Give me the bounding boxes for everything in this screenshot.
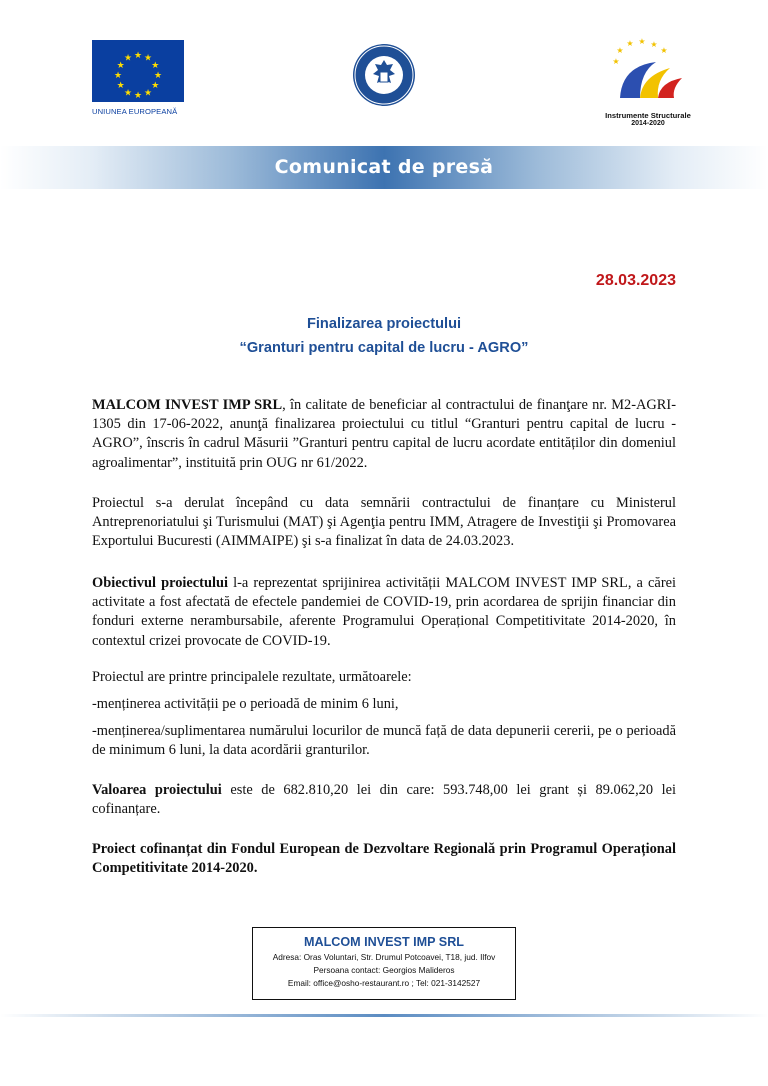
- beneficiary-name: MALCOM INVEST IMP SRL: [92, 397, 283, 413]
- project-value-text: este de 682.810,20 lei din care: 593.748,00 lei grant și 89.062,20 lei cofinanțare.: [92, 782, 676, 818]
- project-value-label: Valoarea proiectului: [92, 782, 222, 798]
- result-item-2: -menținerea/suplimentarea numărului locurilor de muncă față de data depunerii cererii, pe o perioadă de minimum 6 luni, la data acordării granturilor.: [92, 723, 676, 759]
- press-release-date: 28.03.2023: [595, 272, 676, 289]
- svg-text:★: ★: [612, 57, 620, 66]
- svg-text:★: ★: [616, 46, 624, 55]
- svg-text:★: ★: [638, 37, 646, 46]
- paragraph-objective: [92, 574, 676, 651]
- objective-label: Obiectivul proiectului: [92, 575, 228, 591]
- svg-text:★: ★: [116, 81, 125, 91]
- svg-text:★: ★: [113, 71, 123, 81]
- instrumente-structurale-logo: [600, 36, 696, 127]
- paragraph-results-intro: Proiectul are printre principalele rezultate, următoarele:: [92, 669, 412, 685]
- document-title-line-1: Finalizarea proiectului: [306, 316, 462, 332]
- svg-text:★: ★: [151, 81, 160, 91]
- svg-text:★: ★: [650, 40, 658, 49]
- svg-text:★: ★: [143, 53, 153, 64]
- eu-flag-icon: [92, 40, 184, 102]
- result-item-1: -menținerea activității pe o perioadă de minim 6 luni,: [92, 696, 399, 712]
- contact-email-phone: Email: office@osho-restaurant.ro ; Tel: 021-3142527: [287, 978, 481, 988]
- svg-text:★: ★: [133, 51, 143, 61]
- svg-text:★: ★: [133, 91, 143, 101]
- svg-text:★: ★: [151, 61, 160, 71]
- contact-address: Adresa: Oras Voluntari, Str. Drumul Potcoavei, T18, jud. Ilfov: [272, 952, 496, 962]
- contact-box: [252, 927, 516, 1000]
- svg-text:★: ★: [116, 61, 125, 71]
- paragraph-implementation: Proiectul s-a derulat începând cu data semnării contractului de finanțare cu Ministerul Antreprenoriatului şi Turismului (MAT) şi Agenţia pentru IMM, Atragere de Investiţii şi Promovarea Exportului Bucuresti (AIMMAIPE) şi s-a finalizat în data de 24.03.2023.: [92, 495, 676, 550]
- beneficiary-text: , în calitate de beneficiar al contractului de finanţare nr. M2-AGRI-1305 din 17-06-2022, anunţă finalizarea proiectului cu titlul “Granturi pentru capital de lucru - AGRO”, înscris în cadrul Măsurii ”Granturi pentru capital de lucru acordate entităților din domeniul agroalimentar”, instituită prin OUG nr 61/2022.: [92, 397, 676, 471]
- instrumente-structurale-icon: [600, 36, 696, 106]
- eu-logo: [92, 40, 186, 116]
- svg-text:★: ★: [153, 71, 163, 81]
- eu-logo-caption: UNIUNEA EUROPEANĂ: [92, 107, 178, 116]
- instrumente-structurale-years: 2014-2020: [631, 120, 665, 127]
- contact-person: Persoana contact: Georgios Malideros: [313, 965, 455, 975]
- svg-text:★: ★: [626, 39, 634, 48]
- paragraph-beneficiary: [92, 396, 676, 473]
- svg-text:★: ★: [143, 88, 153, 99]
- footer-divider: [0, 1014, 768, 1017]
- instrumente-structurale-caption: Instrumente Structurale: [605, 111, 691, 120]
- government-seal-logo: [351, 42, 417, 108]
- paragraph-project-value: [92, 781, 676, 819]
- document-title-line-2: “Granturi pentru capital de lucru - AGRO”: [239, 340, 529, 356]
- banner-title: Comunicat de presă: [274, 156, 494, 178]
- contact-company: MALCOM INVEST IMP SRL: [304, 935, 464, 949]
- svg-text:★: ★: [123, 53, 133, 64]
- paragraph-cofinancing: Proiect cofinanțat din Fondul European de Dezvoltare Regională prin Programul Operațional Competitivitate 2014-2020.: [92, 841, 676, 877]
- svg-text:★: ★: [660, 46, 668, 55]
- svg-text:★: ★: [123, 88, 133, 99]
- objective-text: l-a reprezentat sprijinirea activității MALCOM INVEST IMP SRL, a cărei activitate a fost afectată de efectele pandemiei de COVID-19, prin acordarea de sprijin financiar din fonduri externe nerambursabile, aferente Programului Operațional Competitivitate 2014-2020, în contextul crizei provocate de COVID-19.: [92, 575, 676, 649]
